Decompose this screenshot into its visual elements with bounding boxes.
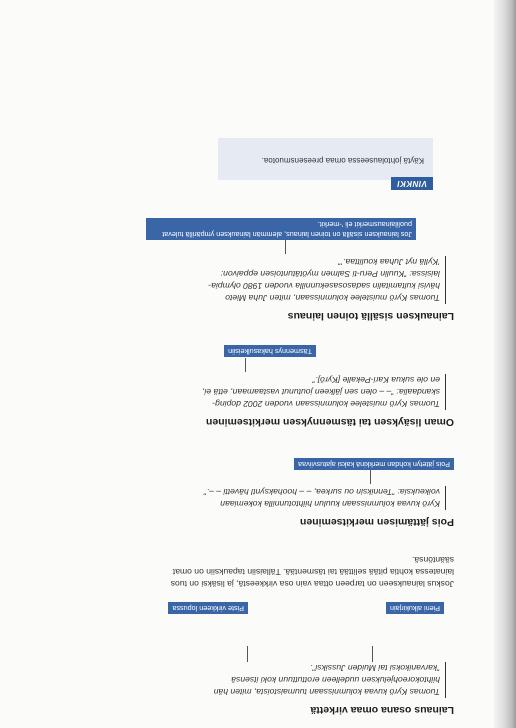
section-heading: Oman lisäyksen tai täsmennyksen merkitseminen: [205, 416, 454, 428]
book-binding-shadow: [494, 0, 516, 728]
example-line: skandaalia: ”– – olen sen jälkeen joutunut vastaamaan, että ei,: [202, 387, 440, 397]
example-line: Tuomas Kyrö muistelee kolumnissaan vuoden 2002 doping-: [212, 399, 440, 409]
connector-line: [245, 358, 246, 372]
example-line: ’Kyllä nyt Juhaa koulittaa.’”: [338, 257, 440, 267]
example-line: en ole sukua Kari-Pekalle [Kyrö].”: [312, 375, 440, 385]
example-line: voikeuksia: ”Tenniksin ou surkea, – – hoohaksyntl hävetti – –.”: [203, 487, 440, 497]
example-quote: [90, 374, 446, 410]
example-line: Tuomas Kyrö kuvaa kolumnissaan tuumaistoista, miten hän: [213, 687, 440, 697]
connector-line: [372, 646, 373, 662]
section-heading: Pois jättämisen merkitseminen: [299, 516, 454, 528]
section-heading: Lainauksen sisällä toinen lainaus: [287, 310, 454, 322]
annotation-tag: Pois jätetyn kohdan merkkinä kaksi ajatusviivaa: [294, 458, 454, 470]
body-paragraph: [54, 554, 454, 590]
example-line: Tuomas Kyrö muistelee kolumnissaan, miten Juha Mieto: [225, 293, 440, 303]
annotation-tag: Jos lainauksen sisällä on toinen lainaus, alemmän lainauksen ympärillä tulevat puolilainausmerkit eli ’-merkit.: [146, 218, 416, 240]
connector-line: [370, 470, 371, 484]
example-line: ”karvanikoksi tai Muiden Jussiksi”.: [310, 663, 440, 673]
tip-badge: VINKKI: [391, 177, 433, 190]
paragraph-line: Joskus lainaukseen on tarpeen ottaa vain osa virkkeestä, ja lisäksi on tuos: [170, 579, 454, 589]
connector-line: [285, 240, 286, 254]
annotation-tag: Pieni alkukirjain: [386, 602, 444, 614]
example-quote: [90, 256, 446, 304]
example-line: hävisi kultamitalin sadasosasekunnilla vuoden 1980 olympia-: [208, 281, 440, 291]
example-line: hiihtokoreohjeluksen uudelleen erottuttuun koki itsensä: [231, 675, 440, 685]
example-quote: [100, 486, 446, 510]
connector-line: [247, 646, 248, 662]
paragraph-line: sääntönsä.: [411, 555, 454, 565]
example-quote: [110, 662, 446, 698]
paragraph-line: lainatessa kohtia pitää selittää tai täsmentää. Tällaisiin tapauksiin on omat: [172, 567, 454, 577]
annotation-tag: Täsmennys hakasulkeisiin: [224, 345, 316, 357]
section-heading: Lainaus osana omaa virkettä: [310, 704, 454, 716]
example-line: Kyrö kuvaa kolumnissaan kuulun hiihtotunnilla kokemiaan: [220, 499, 440, 509]
tip-text: Käytä johtolauseessa omaa preesensmuotoa.: [261, 156, 424, 165]
annotation-tag: Piste virkkeen lopussa: [168, 602, 248, 614]
example-line: laisissa: ”Kuulin Peru-ti Salmen myötätuntoisen eppaivon:: [220, 269, 440, 279]
